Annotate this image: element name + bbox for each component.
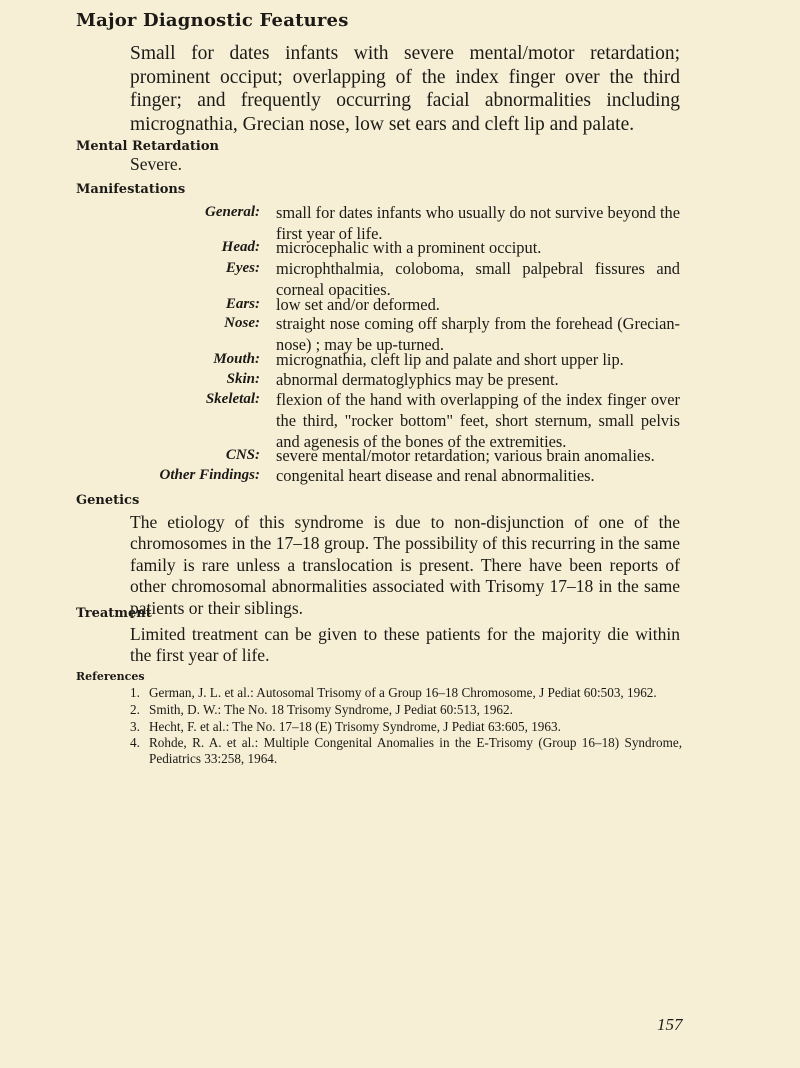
manifestation-label: Skeletal: <box>205 391 260 407</box>
manifestation-text: flexion of the hand with overlapping of the index finger over the third, "rocker bottom" feet, short sternum, small pelvis and agenesis of the bones of the extremities. <box>276 390 680 452</box>
treatment-text: Limited treatment can be given to these patients for the majority die within the first year of life. <box>130 624 680 666</box>
manifestation-label: CNS: <box>225 447 260 463</box>
reference-item <box>130 702 682 718</box>
manifestation-label: Eyes: <box>225 260 260 276</box>
manifestation-label: Mouth: <box>213 351 260 367</box>
diagnostic-summary: Small for dates infants with severe mental/motor retardation; prominent occiput; overlapping of the index finger over the third finger; and frequently occurring facial abnormalities including micrognathia, Grecian nose, low set ears and cleft lip and palate. <box>130 43 680 135</box>
manifestation-label: Head: <box>221 239 260 255</box>
reference-text: Hecht, F. et al.: The No. 17–18 (E) Trisomy Syndrome, J Pediat 63:605, 1963. <box>149 719 561 734</box>
manifestation-text: micrognathia, cleft lip and palate and short upper lip. <box>276 350 624 369</box>
manifestations-heading: Manifestations <box>76 182 186 197</box>
manifestation-text: abnormal dermatoglyphics may be present. <box>276 370 559 389</box>
manifestation-text: microphthalmia, coloboma, small palpebral fissures and corneal opacities. <box>276 259 680 300</box>
genetics-text: The etiology of this syndrome is due to non-disjunction of one of the chromosomes in the 17–18 group. The possibility of this recurring in the same family is rare unless a translocation is present. There have been reports of other chromosomal abnormalities associated with Trisomy 17–18 in the same patients or their siblings. <box>130 512 680 618</box>
manifestation-label: Ears: <box>225 296 260 312</box>
reference-item <box>130 735 682 768</box>
reference-number: 3. <box>130 719 140 734</box>
genetics-heading: Genetics <box>76 493 140 508</box>
manifestation-text: congenital heart disease and renal abnormalities. <box>276 466 595 485</box>
manifestation-text: microcephalic with a prominent occiput. <box>276 238 542 257</box>
reference-number: 1. <box>130 685 140 700</box>
page-number: 157 <box>657 1015 683 1034</box>
reference-number: 4. <box>130 735 140 750</box>
reference-text: Rohde, R. A. et al.: Multiple Congenital Anomalies in the E-Trisomy (Group 16–18) Syndrome, Pediatrics 33:258, 1964. <box>149 735 682 767</box>
manifestation-label: Skin: <box>226 371 260 387</box>
reference-number: 2. <box>130 702 140 717</box>
reference-item <box>130 719 682 735</box>
manifestation-text: severe mental/motor retardation; various brain anomalies. <box>276 446 655 465</box>
reference-text: Smith, D. W.: The No. 18 Trisomy Syndrome, J Pediat 60:513, 1962. <box>149 702 513 717</box>
mental-retardation-text: Severe. <box>130 154 182 174</box>
manifestation-label: General: <box>205 204 260 220</box>
manifestation-text: low set and/or deformed. <box>276 295 440 314</box>
manifestation-text: small for dates infants who usually do not survive beyond the first year of life. <box>276 203 680 244</box>
references-heading: References <box>76 670 145 683</box>
manifestation-label: Other Findings: <box>159 467 260 483</box>
reference-text: German, J. L. et al.: Autosomal Trisomy of a Group 16–18 Chromosome, J Pediat 60:503, 1962. <box>149 685 657 700</box>
reference-item <box>130 685 682 701</box>
manifestation-text: straight nose coming off sharply from the forehead (Grecian-nose) ; may be up-turned. <box>276 314 680 355</box>
mental-retardation-heading: Mental Retardation <box>76 139 219 154</box>
manifestation-label: Nose: <box>224 315 260 331</box>
treatment-heading: Treatment <box>76 606 152 621</box>
major-diagnostic-features-heading: Major Diagnostic Features <box>76 10 349 31</box>
